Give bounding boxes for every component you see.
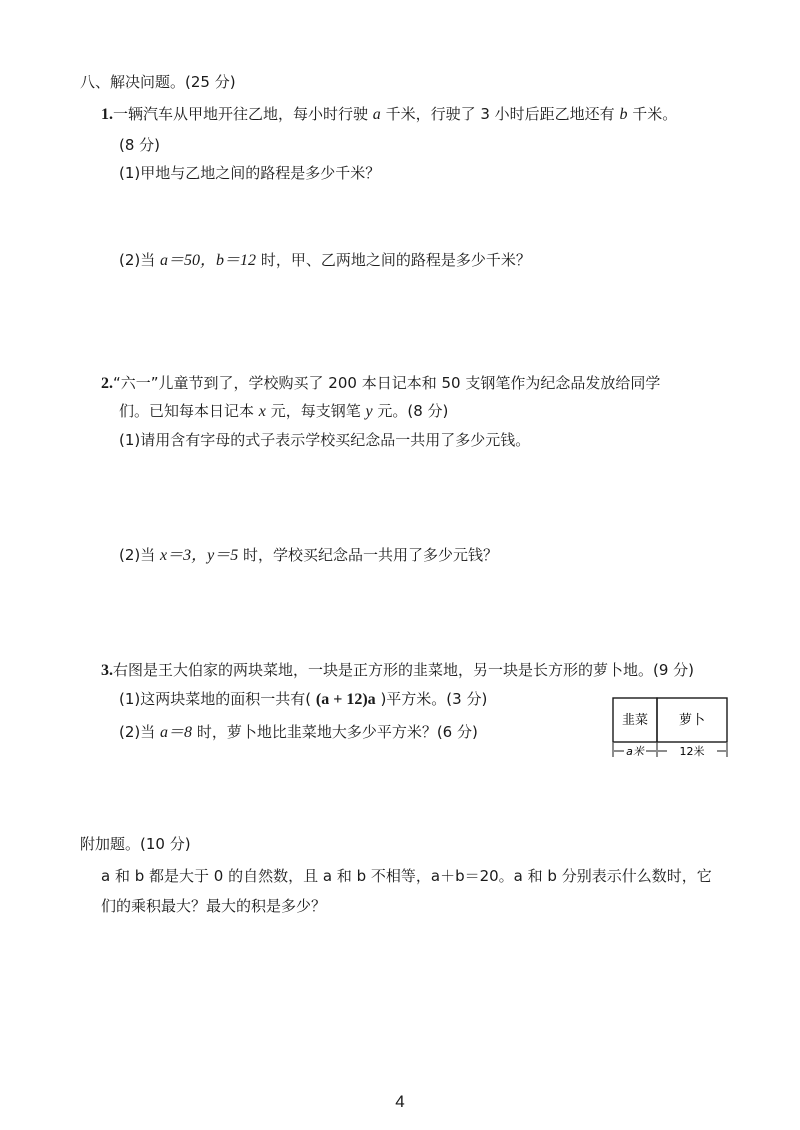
q1-sub2-question: 时，甲、乙两地之间的路程是多少千米？: [260, 251, 531, 269]
q1-text-c: 千米。: [632, 105, 678, 123]
page-number: 4: [395, 1092, 405, 1111]
bonus-title: 附加题。(10 分): [80, 835, 191, 853]
bonus-line2: 们的乘积最大？最大的积是多少？: [101, 897, 327, 915]
q2-text-2b: 元，每支钢笔: [270, 402, 361, 420]
q2-sub2-question: 时，学校买纪念品一共用了多少元钱？: [243, 546, 499, 564]
dim-label-12: 12米: [679, 745, 705, 758]
q3-sub2-values: a＝8: [160, 724, 193, 741]
q3-sub1-answer: (a + 12)a: [315, 691, 376, 708]
bonus-line1: a 和 b 都是大于 0 的自然数，且 a 和 b 不相等，a＋b＝20。a 和 b 分别表示什么数时，它: [101, 867, 712, 885]
q3-text: 右图是王大伯家的两块菜地，一块是正方形的韭菜地，另一块是长方形的萝卜地。(9 分): [113, 661, 695, 679]
q1-sub2-prefix: (2)当: [119, 251, 156, 269]
q3-sub1-suffix: )平方米。(3 分): [380, 690, 488, 708]
q3-number: 3.: [101, 662, 113, 679]
q3-line1: [101, 660, 694, 681]
section-title: 八、解决问题。(25 分): [80, 73, 236, 91]
q2-var-y: y: [365, 403, 373, 420]
q1-sub1: (1)甲地与乙地之间的路程是多少千米？: [119, 164, 381, 182]
q1-line1: [101, 104, 677, 125]
q1-var-a: a: [372, 106, 381, 123]
q3-sub2-prefix: (2)当: [119, 723, 156, 741]
q1-score: (8 分): [119, 136, 161, 154]
q2-line2: [119, 401, 448, 422]
q2-text-2a: 们。已知每本日记本: [119, 402, 255, 420]
q2-sub2-prefix: (2)当: [119, 546, 156, 564]
radish-label: 萝卜: [678, 713, 706, 728]
q1-number: 1.: [101, 106, 113, 123]
q2-sub2: [119, 545, 498, 566]
q2-sub1: (1)请用含有字母的式子表示学校买纪念品一共用了多少元钱。: [119, 431, 531, 449]
q1-text-b: 千米，行驶了 3 小时后距乙地还有: [385, 105, 615, 123]
dim-label-a: a米: [626, 745, 644, 758]
q2-var-x: x: [258, 403, 266, 420]
q2-line1: [101, 373, 660, 394]
q2-number: 2.: [101, 375, 113, 392]
q3-sub2-question: 时，萝卜地比韭菜地大多少平方米？(6 分): [196, 723, 478, 741]
q2-sub2-values: x＝3，y＝5: [160, 547, 239, 564]
q1-var-b: b: [619, 106, 628, 123]
garden-diagram: [611, 697, 731, 763]
garden-diagram-svg: [611, 697, 731, 759]
q3-sub1-prefix: (1)这两块菜地的面积一共有(: [119, 690, 312, 708]
q3-sub1: [119, 689, 487, 710]
q3-sub2: [119, 722, 478, 743]
q1-sub2: [119, 250, 531, 271]
chive-label: 韭菜: [621, 713, 649, 728]
q1-sub2-values: a＝50，b＝12: [160, 252, 257, 269]
q2-text-1: “六一”儿童节到了，学校购买了 200 本日记本和 50 支钢笔作为纪念品发放给同学: [113, 374, 661, 392]
q2-text-2c: 元。(8 分): [377, 402, 449, 420]
q1-text-a: 一辆汽车从甲地开往乙地，每小时行驶: [113, 105, 369, 123]
